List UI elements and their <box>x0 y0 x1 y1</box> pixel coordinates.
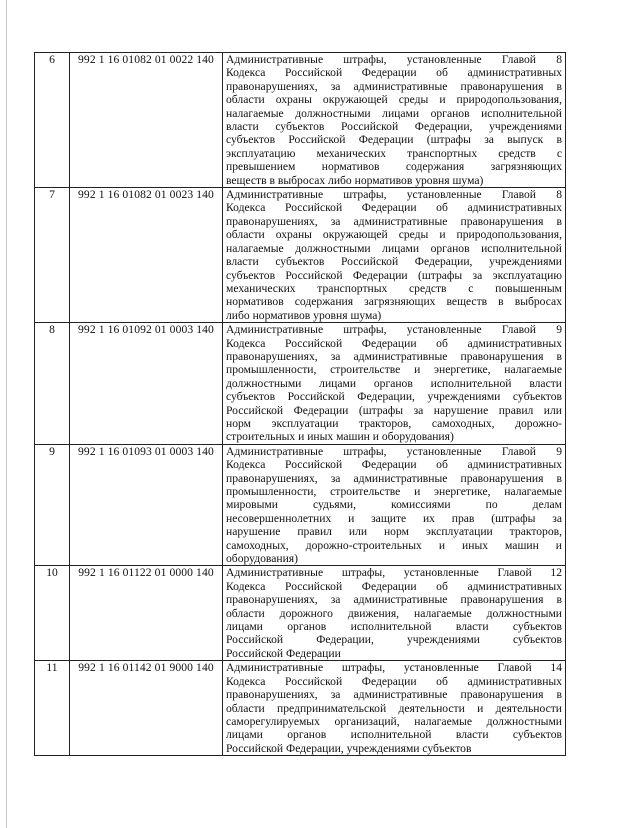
row-number: 11 <box>35 661 70 756</box>
description-line: Административные штрафы, установленные Главой 9 <box>226 323 562 337</box>
row-number: 6 <box>35 53 70 188</box>
description-line: Российской Федерации, учреждениями субъектов <box>226 633 562 647</box>
description-line: Российской Федерации (штрафы за нарушение правил или <box>226 403 562 417</box>
table-row <box>35 188 566 323</box>
budget-code: 992 1 16 01122 01 0000 140 <box>70 566 223 661</box>
description-line: правонарушениях, за административные правонарушения в <box>226 471 562 485</box>
table-row <box>35 661 566 756</box>
description-line: области охраны окружающей среды и природопользования, <box>226 228 562 242</box>
description-line: области охраны окружающей среды и природопользования, <box>226 93 562 107</box>
description-line: налагаемые должностными лицами органов исполнительной <box>226 106 562 120</box>
budget-code: 992 1 16 01082 01 0023 140 <box>70 188 223 323</box>
description-line: правонарушениях, за административные правонарушения в <box>226 79 562 93</box>
description-line: правонарушениях, за административные правонарушения в <box>226 593 562 607</box>
description-line: превышением нормативов содержания загрязняющих <box>226 160 562 174</box>
description-line: Кодекса Российской Федерации об административных <box>226 458 562 472</box>
description-line: строительных и иных машин и оборудования) <box>226 430 454 444</box>
description-line: самоходных, дорожно-строительных и иных машин и <box>226 538 562 552</box>
row-number: 9 <box>35 444 70 566</box>
description-line: нарушение правил или норм эксплуатации тракторов, <box>226 525 562 539</box>
fine-description <box>223 323 566 445</box>
description-line: Российской Федерации, учреждениями субъектов <box>226 741 472 755</box>
table-row <box>35 323 566 445</box>
fine-description <box>223 566 566 661</box>
fines-table-body <box>35 53 566 756</box>
description-line: Административные штрафы, установленные Главой 8 <box>226 53 562 66</box>
description-line: Административные штрафы, установленные Главой 14 <box>226 661 562 675</box>
scan-margin-line <box>6 0 7 828</box>
budget-code: 992 1 16 01082 01 0022 140 <box>70 53 223 188</box>
fine-description <box>223 188 566 323</box>
description-line: Административные штрафы, установленные Главой 9 <box>226 444 562 458</box>
fine-description <box>223 661 566 756</box>
row-number: 8 <box>35 323 70 445</box>
description-line: норм эксплуатации тракторов, самоходных, дорожно- <box>226 416 562 430</box>
description-line: правонарушениях, за административные правонарушения в <box>226 688 562 702</box>
description-line: эксплуатацию механических транспортных средств с <box>226 146 562 160</box>
description-line: субъектов Российской Федерации, учреждениями субъектов <box>226 390 562 404</box>
fine-description <box>223 444 566 566</box>
description-line: мировыми судьями, комиссиями по делам <box>226 498 562 512</box>
table-row <box>35 53 566 188</box>
budget-code: 992 1 16 01093 01 0003 140 <box>70 444 223 566</box>
description-line: Административные штрафы, установленные Главой 12 <box>226 566 562 580</box>
description-line: Кодекса Российской Федерации об административных <box>226 66 562 80</box>
description-line: Кодекса Российской Федерации об административных <box>226 579 562 593</box>
description-line: Кодекса Российской Федерации об административных <box>226 674 562 688</box>
description-line: области предпринимательской деятельности и деятельности <box>226 701 562 715</box>
description-line: власти субъектов Российской Федерации, учреждениями <box>226 255 562 269</box>
budget-code: 992 1 16 01142 01 9000 140 <box>70 661 223 756</box>
table-row <box>35 444 566 566</box>
description-line: оборудования) <box>226 552 298 566</box>
description-line: субъектов Российской Федерации (штрафы за эксплуатацию <box>226 268 562 282</box>
description-line: механических транспортных средств с повышенным <box>226 281 562 295</box>
description-line: правонарушениях, за административные правонарушения в <box>226 214 562 228</box>
description-line: нормативов содержания загрязняющих веществ в выбросах <box>226 295 562 309</box>
description-line: правонарушениях, за административные правонарушения в <box>226 349 562 363</box>
description-line: области дорожного движения, налагаемые должностными <box>226 606 562 620</box>
budget-code: 992 1 16 01092 01 0003 140 <box>70 323 223 445</box>
description-line: либо нормативов уровня шума) <box>226 308 382 322</box>
description-line: промышленности, строительстве и энергетике, налагаемые <box>226 485 562 498</box>
description-line: власти субъектов Российской Федерации, учреждениями <box>226 120 562 134</box>
table-row <box>35 566 566 661</box>
description-line: лицами органов исполнительной власти субъектов <box>226 728 562 742</box>
description-line: Кодекса Российской Федерации об административных <box>226 336 562 350</box>
description-line: должностными лицами органов исполнительной власти <box>226 376 562 390</box>
description-line: Административные штрафы, установленные Главой 8 <box>226 188 562 202</box>
row-number: 10 <box>35 566 70 661</box>
description-line: промышленности, строительстве и энергетике, налагаемые <box>226 363 562 377</box>
row-number: 7 <box>35 188 70 323</box>
description-line: субъектов Российской Федерации (штрафы за выпуск в <box>226 133 562 147</box>
fine-description <box>223 53 566 188</box>
description-line: Российской Федерации <box>226 646 341 660</box>
description-line: саморегулируемых организаций, налагаемые должностными <box>226 714 562 728</box>
description-line: несовершеннолетних и защите их прав (штрафы за <box>226 511 562 525</box>
description-line: налагаемые должностными лицами органов исполнительной <box>226 241 562 255</box>
description-line: веществ в выбросах либо нормативов уровня шума) <box>226 173 484 187</box>
description-line: лицами органов исполнительной власти субъектов <box>226 620 562 634</box>
fines-table <box>34 52 566 756</box>
description-line: Кодекса Российской Федерации об административных <box>226 201 562 215</box>
